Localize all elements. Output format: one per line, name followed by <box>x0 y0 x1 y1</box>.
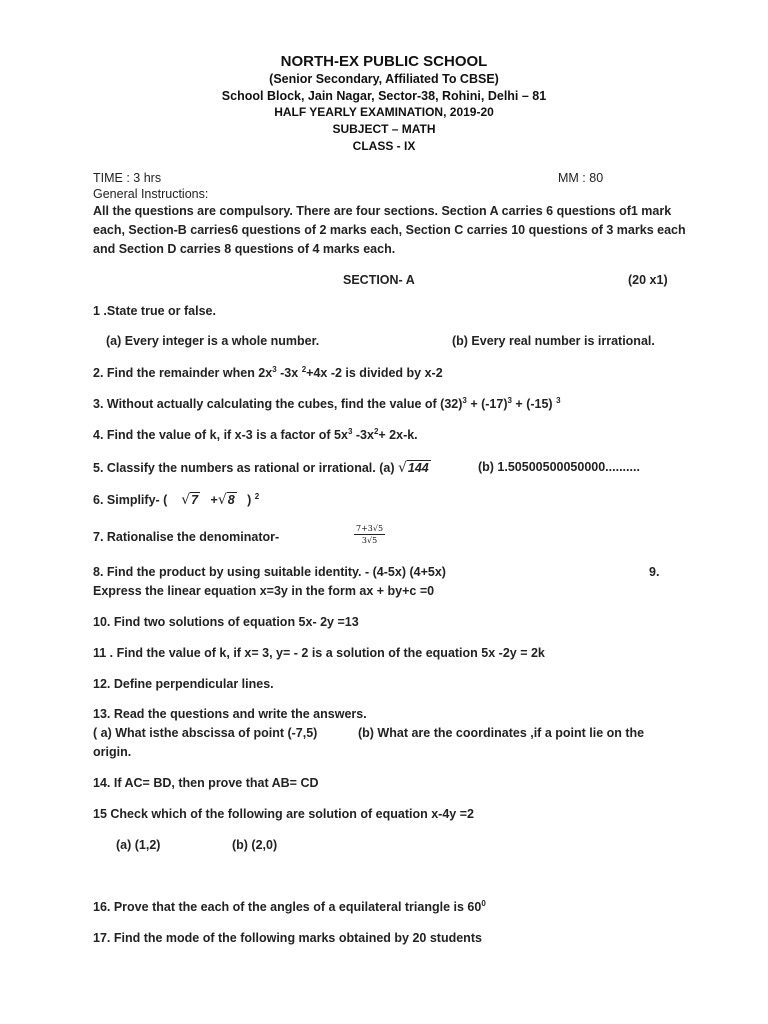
section-marks: (20 x1) <box>628 273 668 287</box>
question-16: 16. Prove that the each of the angles of a equilateral triangle is $60^0$ <box>93 898 486 914</box>
question-15-option-a: (a) (1,2) <box>116 838 161 852</box>
question-5-option-b: (b) 1.50500500050000.......... <box>478 460 640 474</box>
section-title: SECTION- A <box>343 273 415 287</box>
square-root-symbol: √ <box>217 492 227 508</box>
question-17: 17. Find the mode of the following marks obtained by 20 students <box>93 931 482 945</box>
exam-time: TIME : 3 hrs <box>93 171 162 185</box>
question-9-number: 9. <box>649 565 660 579</box>
question-15-option-b: (b) (2,0) <box>232 838 278 852</box>
instructions-line: All the questions are compulsory. There are four sections. Section A carries 6 questions of1 mark <box>93 204 672 218</box>
instructions-line: and Section D carries 8 questions of 4 marks each. <box>93 242 396 256</box>
question-13: 13. Read the questions and write the answers. <box>93 707 367 721</box>
instructions-heading: General Instructions: <box>93 187 209 201</box>
question-1-option-b: (b) Every real number is irrational. <box>452 334 655 348</box>
question-1-option-a: (a) Every integer is a whole number. <box>106 334 320 348</box>
question-1: 1 .State true or false. <box>93 304 216 318</box>
question-2: 2. Find the remainder when $2x^3$ -3x $^2$+4x -2 is divided by x-2 <box>93 364 443 380</box>
question-10: 10. Find two solutions of equation 5x- 2y =13 <box>93 615 359 629</box>
fraction: $\frac{7+3√5}{3√5}$ <box>356 524 384 545</box>
exam-subject: SUBJECT – MATH <box>332 122 436 136</box>
question-8: 8. Find the product by using suitable identity. - (4-5x) (4+5x) <box>93 565 446 579</box>
square-root-symbol: √ <box>181 492 191 508</box>
exam-max-marks: MM : 80 <box>558 171 604 185</box>
question-11: 11 . Find the value of k, if x= 3, y= - 2 is a solution of the equation 5x -2y = 2k <box>93 646 545 660</box>
question-12: 12. Define perpendicular lines. <box>93 677 274 691</box>
question-13-part-b: (b) What are the coordinates ,if a point lie on the <box>358 726 645 740</box>
question-5: 5. Classify the numbers as rational or irrational. (a) √144 <box>93 460 429 476</box>
question-4: 4. Find the value of k, if x-3 is a factor of $5x^3$ $-3x^2+ 2x-k$. <box>93 426 418 442</box>
question-3: 3. Without actually calculating the cubes, find the value of $(32)^3 + (-17)^3 + (-15)$ $^3$ <box>93 395 561 411</box>
question-14: 14. If AC= BD, then prove that AB= CD <box>93 776 319 790</box>
question-6: 6. Simplify- ( √7 +√8 ) $^2$ <box>93 491 260 508</box>
question-13-part-a: ( a) What isthe abscissa of point (-7,5) <box>93 726 318 740</box>
radicand: 144 <box>407 461 429 475</box>
question-15: 15 Check which of the following are solution of equation x-4y =2 <box>93 807 474 821</box>
school-name: NORTH-EX PUBLIC SCHOOL <box>280 53 488 70</box>
exam-title: HALF YEARLY EXAMINATION, 2019-20 <box>274 105 494 119</box>
instructions-line: each, Section-B carries6 questions of 2 marks each, Section C carries 10 questions of 3 marks each <box>93 223 686 237</box>
exam-class: CLASS - IX <box>352 139 416 153</box>
question-7: 7. Rationalise the denominator- <box>93 530 280 544</box>
question-13-part-b-cont: origin. <box>93 745 132 759</box>
school-affiliation: (Senior Secondary, Affiliated To CBSE) <box>269 72 499 86</box>
question-9: Express the linear equation x=3y in the form ax + by+c =0 <box>93 584 435 598</box>
school-address: School Block, Jain Nagar, Sector-38, Rohini, Delhi – 81 <box>221 89 547 103</box>
square-root-symbol: √ <box>397 460 407 476</box>
